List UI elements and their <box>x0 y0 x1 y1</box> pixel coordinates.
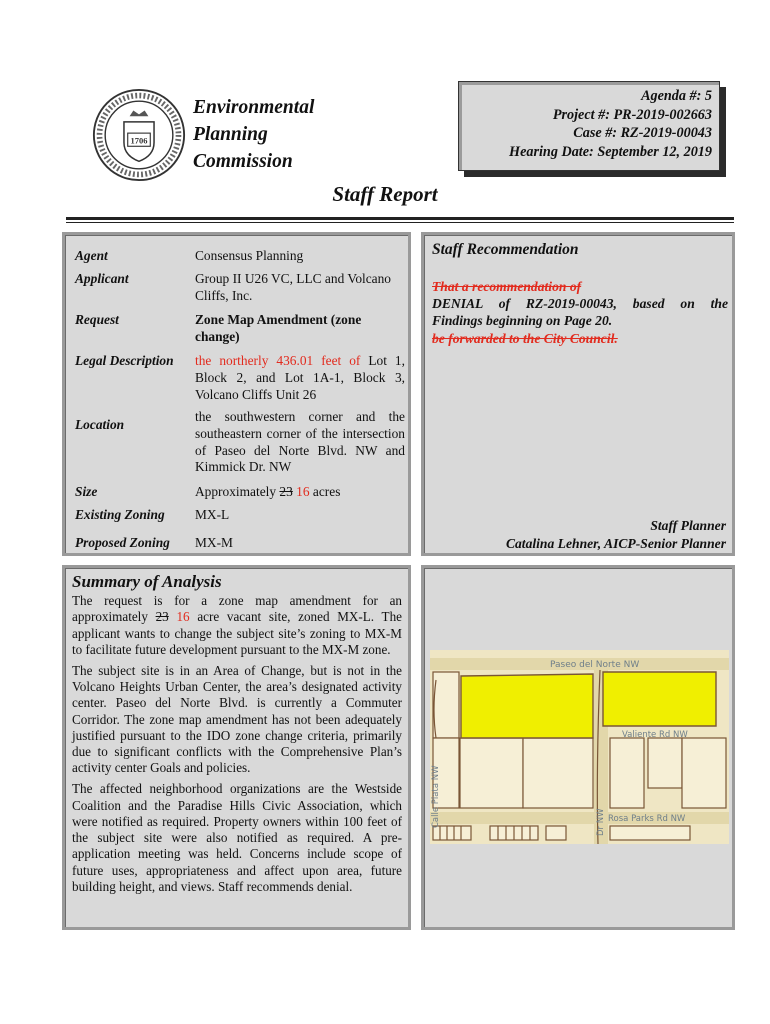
proposed-zoning-label: Proposed Zoning <box>75 535 170 550</box>
request-value: Zone Map Amendment (zone change) <box>195 312 362 344</box>
recommendation-struck-1: That a recommendation of <box>432 279 582 294</box>
kimmick-label: Dr NW <box>596 808 606 836</box>
parcel <box>610 738 644 808</box>
calle-plata-label: Calle Plata NW <box>431 765 441 828</box>
size-prefix: Approximately <box>195 484 280 499</box>
subject-site-east <box>603 672 716 726</box>
valiente-label: Valiente Rd NW <box>622 730 688 740</box>
legal-description-value <box>195 353 405 403</box>
recommendation-line-2: DENIAL of RZ-2019-00043, based on the <box>432 296 728 312</box>
location-label: Location <box>75 417 125 432</box>
existing-zoning-label: Existing Zoning <box>75 507 165 522</box>
title-line-1: Environmental <box>193 97 315 118</box>
site-map-panel <box>421 565 735 930</box>
request-label: Request <box>75 312 119 327</box>
summary-paragraph-2: The subject site is in an Area of Change, but is not in the Volcano Heights Urban Center, the area’s designated activity center. Paseo del Norte Blvd. is currently a Commuter Corridor. The zone map amendment has not been adequately justified pursuant to the IDO zone change criteria, primarily due to significant conflicts with the Comprehensive Plan’s activity center Goals and policies. <box>72 662 402 776</box>
location-value: the southwestern corner and the southeastern corner of the intersection of Paseo del Norte Blvd. NW and Kimmick Dr. NW <box>195 409 405 475</box>
agent-label: Agent <box>75 248 108 263</box>
staff-planner-block <box>506 517 726 553</box>
parcel <box>460 738 523 808</box>
legal-description-text: Lot 1, Block 2, and Lot 1A-1, Block 3, Volcano Cliffs Unit 26 <box>195 353 405 402</box>
staff-recommendation-panel <box>421 232 735 556</box>
summary-p1-struck: 23 <box>155 609 169 625</box>
summary-of-analysis-panel <box>62 565 411 930</box>
size-new: 16 <box>296 484 310 499</box>
recommendation-line-3: Findings beginning on Page 20. <box>432 313 613 329</box>
hearing-date: Hearing Date: September 12, 2019 <box>509 143 712 160</box>
parcel <box>648 738 682 788</box>
seal-year: 1706 <box>130 135 148 146</box>
commission-title <box>193 94 314 175</box>
recommendation-heading: Staff Recommendation <box>432 241 579 258</box>
applicant-value: Group II U26 VC, LLC and Volcano Cliffs, Inc. <box>195 271 392 303</box>
summary-heading: Summary of Analysis <box>72 572 222 591</box>
small-lots <box>433 826 690 840</box>
parcel <box>523 738 593 808</box>
planner-title: Staff Planner <box>650 518 726 533</box>
agenda-info-box <box>458 81 720 171</box>
applicant-label: Applicant <box>75 271 129 286</box>
planner-name: Catalina Lehner, AICP-Senior Planner <box>505 536 726 551</box>
summary-p1-start: The request is for a zone map amendment for an approximately <box>72 593 402 625</box>
project-number: Project #: PR-2019-002663 <box>552 106 712 123</box>
summary-p1-new: 16 <box>176 609 190 625</box>
existing-zoning-value: MX-L <box>195 507 230 522</box>
summary-body <box>72 593 402 900</box>
recommendation-text <box>432 278 728 347</box>
divider-thick <box>66 217 734 220</box>
legal-description-label: Legal Description <box>75 353 174 368</box>
city-seal-logo <box>92 88 186 182</box>
size-label: Size <box>75 484 98 499</box>
proposed-zoning-value: MX-M <box>195 535 233 550</box>
parcel <box>433 672 459 738</box>
legal-description-amended: the northerly 436.01 feet of <box>195 353 361 368</box>
subject-site-west <box>461 674 593 738</box>
staff-report-title: Staff Report <box>332 182 438 206</box>
title-line-3: Commission <box>193 151 293 172</box>
size-suffix: acres <box>309 484 341 499</box>
size-struck: 23 <box>279 484 293 499</box>
rosa-parks-label: Rosa Parks Rd NW <box>608 814 686 824</box>
agenda-number: Agenda #: 5 <box>641 88 712 104</box>
summary-p1-end: acre vacant site, zoned MX-L. The applicant wants to change the subject site’s zoning to MX-M to facilitate future development pursuant to the MX-M zone. <box>72 609 402 657</box>
zoning-site-map <box>430 650 729 844</box>
parcel <box>682 738 726 808</box>
title-line-2: Planning <box>193 124 268 145</box>
size-value <box>195 484 405 501</box>
summary-paragraph-1 <box>72 593 402 658</box>
summary-paragraph-3: The affected neighborhood organizations are the Westside Coalition and the Paradise Hills Civic Association, which were notified as required. Property owners within 100 feet of the subject site were also notified as required. A pre-application meeting was held. Concerns include scope of future uses, appropriateness and affect upon area, future building height, and views. Staff recommends denial. <box>72 781 402 895</box>
case-info-panel <box>62 232 411 556</box>
divider-thin <box>66 222 734 223</box>
case-number: Case #: RZ-2019-00043 <box>573 125 712 142</box>
agent-value: Consensus Planning <box>195 248 304 263</box>
paseo-label: Paseo del Norte NW <box>550 660 640 670</box>
recommendation-struck-4: be forwarded to the City Council. <box>432 330 618 346</box>
